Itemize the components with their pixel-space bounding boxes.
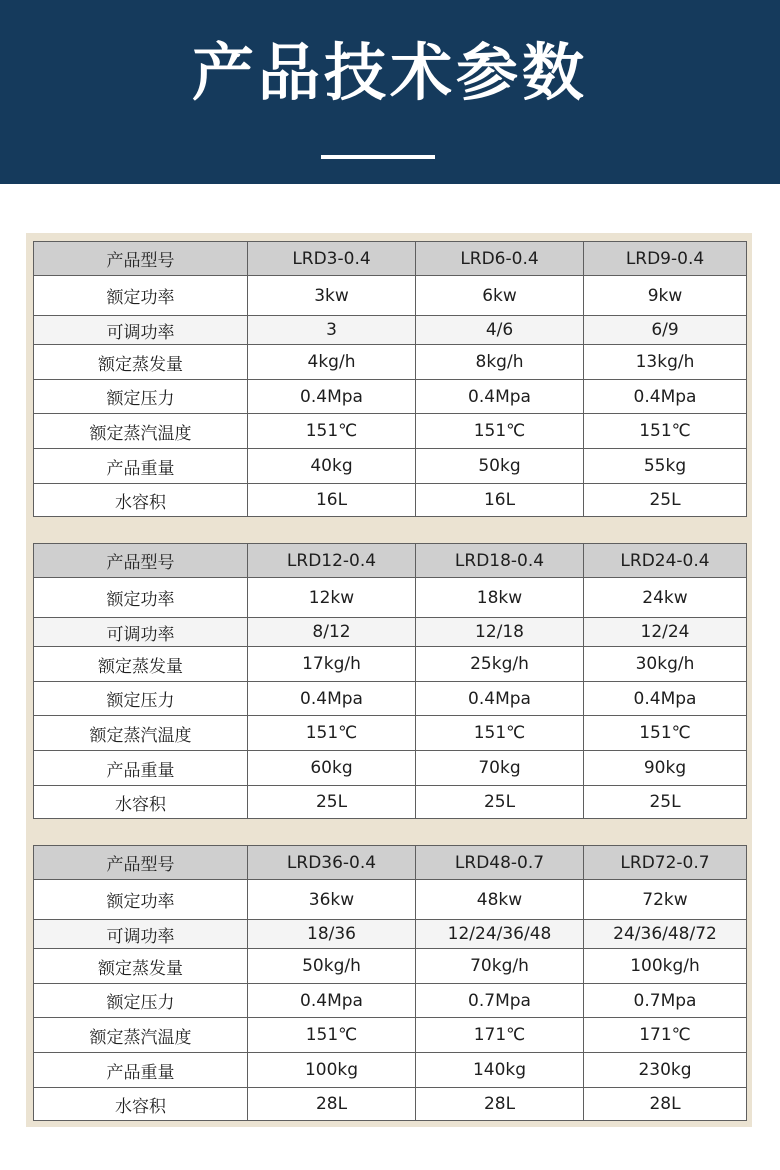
row-label: 水容积: [34, 1088, 248, 1121]
value-cell: 151℃: [584, 716, 747, 751]
table-row: [34, 484, 747, 517]
title-underline: [321, 155, 435, 159]
table-row: [34, 618, 747, 647]
value-cell: 25kg/h: [416, 647, 584, 682]
row-label: 可调功率: [34, 316, 248, 345]
value-cell: 100kg: [248, 1053, 416, 1088]
value-cell: 0.4Mpa: [584, 682, 747, 716]
table-row: [34, 316, 747, 345]
value-cell: 151℃: [248, 716, 416, 751]
header-label: 产品型号: [34, 544, 248, 578]
table-row: [34, 345, 747, 380]
value-cell: 0.4Mpa: [248, 984, 416, 1018]
value-cell: 13kg/h: [584, 345, 747, 380]
value-cell: 0.7Mpa: [416, 984, 584, 1018]
table-row: [34, 716, 747, 751]
value-cell: 25L: [584, 786, 747, 819]
row-label: 额定功率: [34, 880, 248, 920]
value-cell: 25L: [248, 786, 416, 819]
spec-table-2: [33, 543, 747, 819]
model-cell: LRD12-0.4: [248, 544, 416, 578]
value-cell: 40kg: [248, 449, 416, 484]
row-label: 额定蒸发量: [34, 949, 248, 984]
value-cell: 151℃: [416, 716, 584, 751]
page-title: 产品技术参数: [191, 36, 588, 109]
table-row: [34, 1088, 747, 1121]
table-row: [34, 984, 747, 1018]
value-cell: 4kg/h: [248, 345, 416, 380]
value-cell: 151℃: [248, 414, 416, 449]
table-row: [34, 647, 747, 682]
value-cell: 171℃: [416, 1018, 584, 1053]
row-label: 产品重量: [34, 751, 248, 786]
model-cell: LRD6-0.4: [416, 242, 584, 276]
table-row: [34, 751, 747, 786]
row-label: 额定蒸发量: [34, 647, 248, 682]
value-cell: 12kw: [248, 578, 416, 618]
table-row: [34, 920, 747, 949]
value-cell: 230kg: [584, 1053, 747, 1088]
value-cell: 12/24/36/48: [416, 920, 584, 949]
row-label: 额定压力: [34, 984, 248, 1018]
title-banner: [0, 0, 780, 184]
value-cell: 8kg/h: [416, 345, 584, 380]
row-label: 额定压力: [34, 682, 248, 716]
value-cell: 28L: [416, 1088, 584, 1121]
value-cell: 6kw: [416, 276, 584, 316]
value-cell: 6/9: [584, 316, 747, 345]
table-row: [34, 578, 747, 618]
value-cell: 12/24: [584, 618, 747, 647]
value-cell: 16L: [248, 484, 416, 517]
value-cell: 24/36/48/72: [584, 920, 747, 949]
spec-table-1: [33, 241, 747, 517]
row-label: 水容积: [34, 786, 248, 819]
value-cell: 28L: [248, 1088, 416, 1121]
value-cell: 90kg: [584, 751, 747, 786]
value-cell: 17kg/h: [248, 647, 416, 682]
table-row: [34, 880, 747, 920]
model-cell: LRD36-0.4: [248, 846, 416, 880]
row-label: 可调功率: [34, 618, 248, 647]
value-cell: 0.4Mpa: [584, 380, 747, 414]
value-cell: 0.4Mpa: [248, 380, 416, 414]
table-header-row: [34, 242, 747, 276]
value-cell: 24kw: [584, 578, 747, 618]
row-label: 可调功率: [34, 920, 248, 949]
model-cell: LRD24-0.4: [584, 544, 747, 578]
row-label: 水容积: [34, 484, 248, 517]
value-cell: 55kg: [584, 449, 747, 484]
row-label: 额定蒸汽温度: [34, 414, 248, 449]
value-cell: 9kw: [584, 276, 747, 316]
model-cell: LRD9-0.4: [584, 242, 747, 276]
value-cell: 8/12: [248, 618, 416, 647]
value-cell: 4/6: [416, 316, 584, 345]
table-row: [34, 786, 747, 819]
value-cell: 12/18: [416, 618, 584, 647]
header-label: 产品型号: [34, 242, 248, 276]
value-cell: 60kg: [248, 751, 416, 786]
value-cell: 72kw: [584, 880, 747, 920]
value-cell: 25L: [584, 484, 747, 517]
value-cell: 36kw: [248, 880, 416, 920]
model-cell: LRD72-0.7: [584, 846, 747, 880]
model-cell: LRD18-0.4: [416, 544, 584, 578]
model-cell: LRD3-0.4: [248, 242, 416, 276]
value-cell: 151℃: [248, 1018, 416, 1053]
table-row: [34, 682, 747, 716]
table-row: [34, 449, 747, 484]
value-cell: 70kg/h: [416, 949, 584, 984]
value-cell: 151℃: [584, 414, 747, 449]
table-row: [34, 1053, 747, 1088]
value-cell: 140kg: [416, 1053, 584, 1088]
value-cell: 100kg/h: [584, 949, 747, 984]
value-cell: 18/36: [248, 920, 416, 949]
value-cell: 171℃: [584, 1018, 747, 1053]
value-cell: 3kw: [248, 276, 416, 316]
value-cell: 25L: [416, 786, 584, 819]
model-cell: LRD48-0.7: [416, 846, 584, 880]
table-header-row: [34, 544, 747, 578]
table-row: [34, 276, 747, 316]
value-cell: 151℃: [416, 414, 584, 449]
row-label: 产品重量: [34, 449, 248, 484]
value-cell: 3: [248, 316, 416, 345]
value-cell: 0.4Mpa: [248, 682, 416, 716]
value-cell: 16L: [416, 484, 584, 517]
value-cell: 50kg/h: [248, 949, 416, 984]
table-row: [34, 414, 747, 449]
value-cell: 50kg: [416, 449, 584, 484]
value-cell: 30kg/h: [584, 647, 747, 682]
value-cell: 0.4Mpa: [416, 682, 584, 716]
value-cell: 0.7Mpa: [584, 984, 747, 1018]
value-cell: 48kw: [416, 880, 584, 920]
table-header-row: [34, 846, 747, 880]
spec-table-3: [33, 845, 747, 1121]
row-label: 额定压力: [34, 380, 248, 414]
value-cell: 70kg: [416, 751, 584, 786]
header-label: 产品型号: [34, 846, 248, 880]
row-label: 额定蒸发量: [34, 345, 248, 380]
value-cell: 0.4Mpa: [416, 380, 584, 414]
row-label: 额定蒸汽温度: [34, 1018, 248, 1053]
value-cell: 28L: [584, 1088, 747, 1121]
row-label: 额定蒸汽温度: [34, 716, 248, 751]
row-label: 产品重量: [34, 1053, 248, 1088]
table-row: [34, 380, 747, 414]
row-label: 额定功率: [34, 276, 248, 316]
table-row: [34, 1018, 747, 1053]
value-cell: 18kw: [416, 578, 584, 618]
row-label: 额定功率: [34, 578, 248, 618]
table-row: [34, 949, 747, 984]
